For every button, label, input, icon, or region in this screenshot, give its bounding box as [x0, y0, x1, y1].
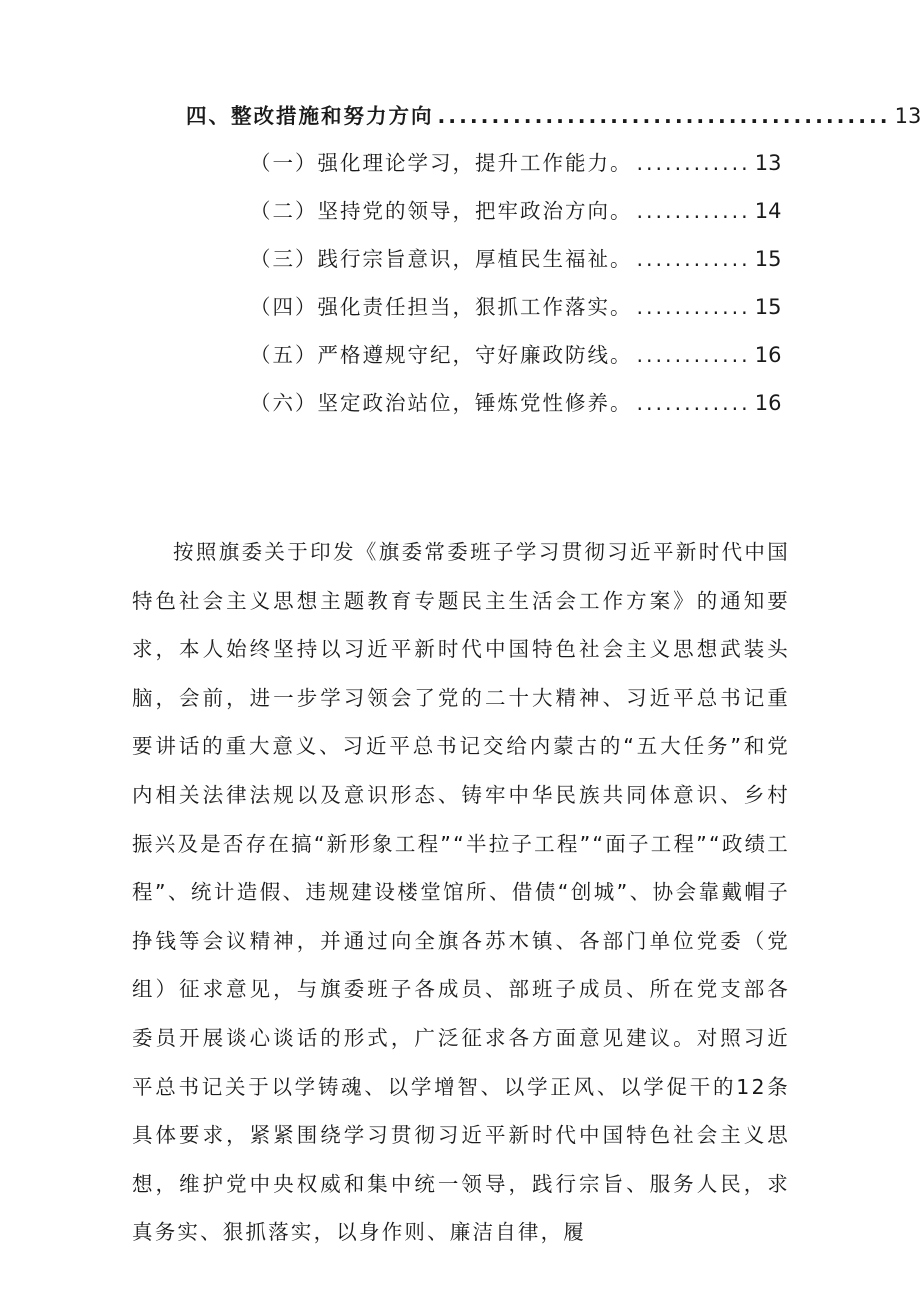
toc-page-number: 13 — [754, 151, 782, 175]
toc-dot-leader: ............ — [636, 391, 751, 415]
toc-section-title: 四、整改措施和努力方向 — [186, 104, 434, 128]
toc-page-number: 13 — [894, 104, 921, 128]
toc-item-row[interactable] — [250, 143, 782, 183]
toc-item-title: （六）坚定政治站位，锤炼党性修养。 — [250, 391, 633, 415]
toc-page-number: 15 — [754, 295, 782, 319]
toc-item-title: （三）践行宗旨意识，厚植民生福祉。 — [250, 247, 633, 271]
toc-item-row[interactable] — [250, 335, 782, 375]
toc-item-row[interactable] — [250, 239, 782, 279]
toc-dot-leader: ............ — [636, 343, 751, 367]
toc-item-title: （二）坚持党的领导，把牢政治方向。 — [250, 199, 633, 223]
body-paragraph: 按照旗委关于印发《旗委常委班子学习贯彻习近平新时代中国特色社会主义思想主题教育专题民主生活会工作方案》的通知要求，本人始终坚持以习近平新时代中国特色社会主义思想武装头脑，会前，进一步学习领会了党的二十大精神、习近平总书记重要讲话的重大意义、习近平总书记交给内蒙古的“五大任务”和党内相关法律法规以及意识形态、铸牢中华民族共同体意识、乡村振兴及是否存在搞“新形象工程”“半拉子工程”“面子工程”“政绩工程”、统计造假、违规建设楼堂馆所、借债“创城”、协会靠戴帽子挣钱等会议精神，并通过向全旗各苏木镇、各部门单位党委（党组）征求意见，与旗委班子各成员、部班子成员、所在党支部各委员开展谈心谈话的形式，广泛征求各方面意见建议。对照习近平总书记关于以学铸魂、以学增智、以学正风、以学促干的12条具体要求，紧紧围绕学习贯彻习近平新时代中国特色社会主义思想，维护党中央权威和集中统一领导，践行宗旨、服务人民，求真务实、狠抓落实，以身作则、廉洁自律，履 — [132, 540, 790, 1245]
toc-item-title: （五）严格遵规守纪，守好廉政防线。 — [250, 343, 633, 367]
toc-item-row[interactable] — [250, 191, 782, 231]
toc-item-row[interactable] — [250, 383, 782, 423]
toc-item-title: （一）强化理论学习，提升工作能力。 — [250, 151, 633, 175]
toc-item-row[interactable] — [250, 287, 782, 327]
toc-dot-leader: ............ — [636, 151, 751, 175]
toc-section-row[interactable] — [186, 96, 921, 136]
toc-page-number: 16 — [754, 391, 782, 415]
toc-dot-leader: ............ — [636, 295, 751, 319]
toc-page-number: 15 — [754, 247, 782, 271]
toc-dot-leader: ............ — [636, 199, 751, 223]
toc-item-title: （四）强化责任担当，狠抓工作落实。 — [250, 295, 633, 319]
toc-page-number: 14 — [754, 199, 782, 223]
toc-dot-leader: .......................................... — [437, 104, 891, 128]
toc-page-number: 16 — [754, 343, 782, 367]
toc-dot-leader: ............ — [636, 247, 751, 271]
